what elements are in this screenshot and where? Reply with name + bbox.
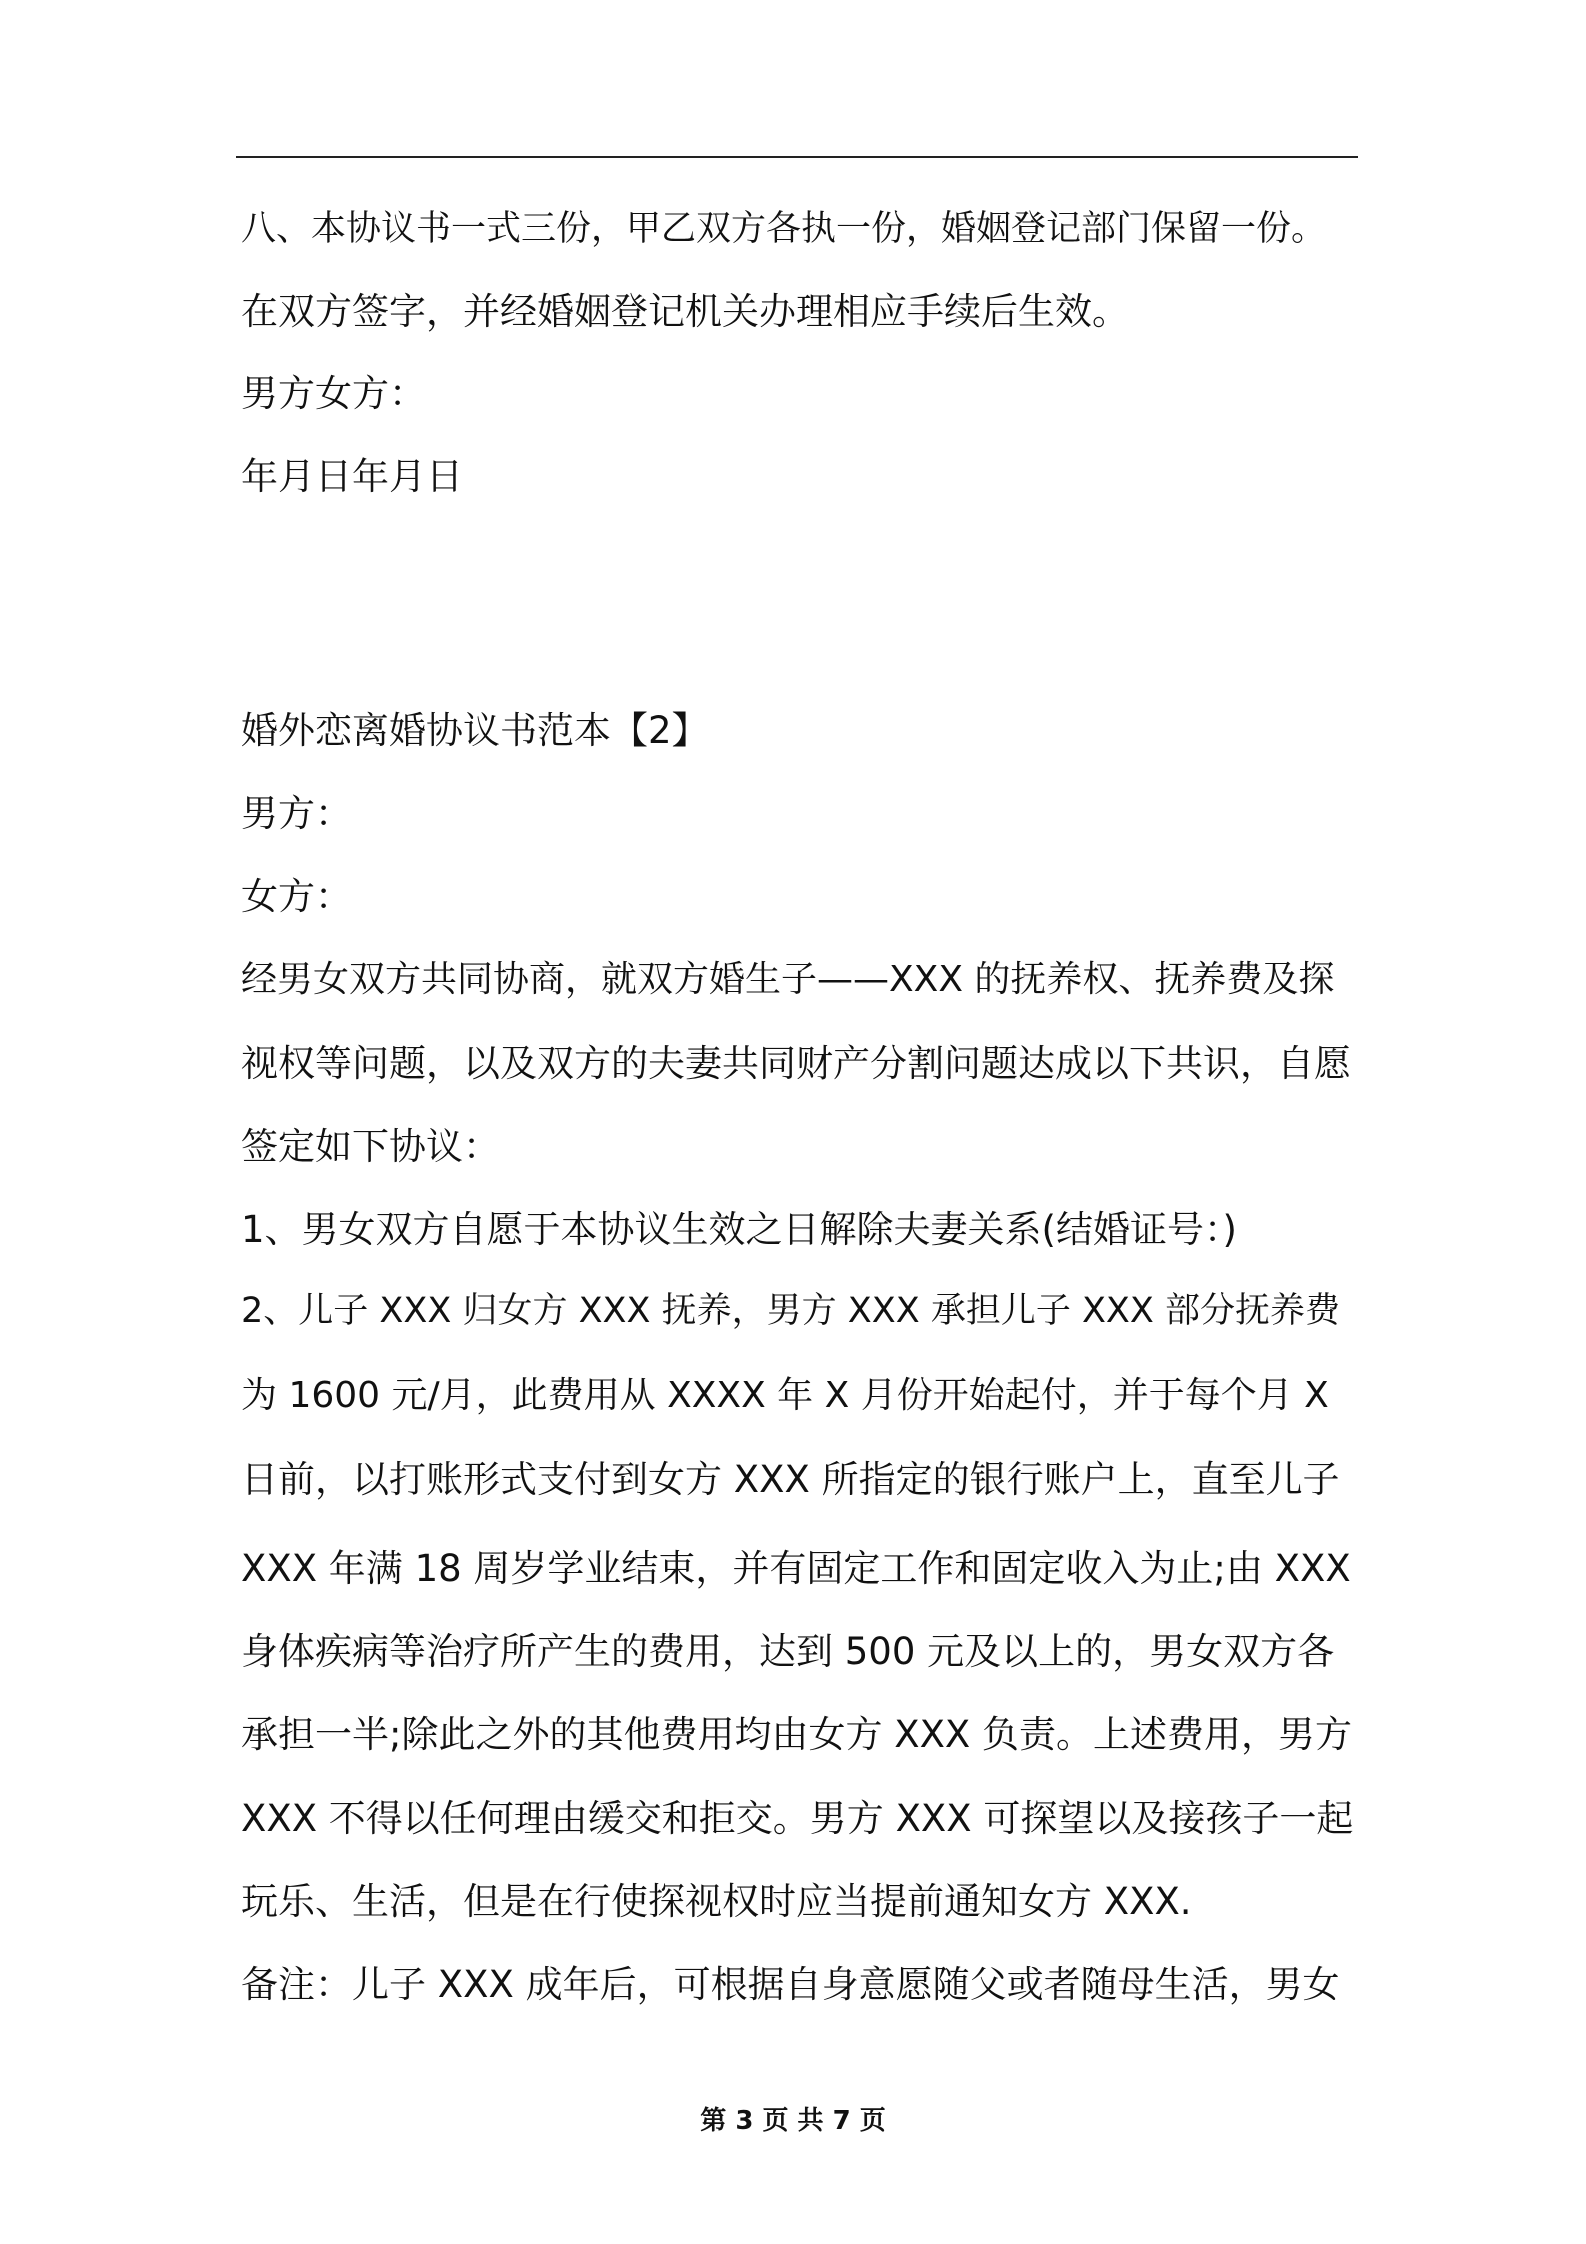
- clause-line: 1、男女双方自愿于本协议生效之日解除夫妻关系(结婚证号：): [241, 1208, 1237, 1251]
- clause-line: 2、儿子 XXX 归女方 XXX 抚养，男方 XXX 承担儿子 XXX 部分抚养费: [241, 1291, 1340, 1331]
- clause-line: 日前，以打账形式支付到女方 XXX 所指定的银行账户上，直至儿子: [241, 1458, 1340, 1501]
- signature-line: 男方女方：: [241, 372, 426, 415]
- clause-line: 玩乐、生活，但是在行使探视权时应当提前通知女方 XXX.: [241, 1880, 1192, 1923]
- section-title: 婚外恋离婚协议书范本【2】: [241, 709, 709, 752]
- paragraph-line: 视权等问题，以及双方的夫妻共同财产分割问题达成以下共识，自愿: [241, 1042, 1351, 1085]
- party-female-line: 女方：: [241, 875, 352, 918]
- header-rule: [236, 156, 1358, 158]
- paragraph-line: 八、本协议书一式三份，甲乙双方各执一份，婚姻登记部门保留一份。: [241, 209, 1327, 249]
- clause-line: XXX 年满 18 周岁学业结束，并有固定工作和固定收入为止;由 XXX: [241, 1547, 1351, 1590]
- clause-line: 身体疾病等治疗所产生的费用，达到 500 元及以上的，男女双方各: [241, 1630, 1335, 1673]
- page-number: 第 3 页 共 7 页: [700, 2106, 886, 2136]
- paragraph-line: 在双方签字，并经婚姻登记机关办理相应手续后生效。: [241, 290, 1129, 333]
- party-male-line: 男方：: [241, 792, 352, 835]
- clause-line: XXX 不得以任何理由缓交和拒交。男方 XXX 可探望以及接孩子一起: [241, 1797, 1354, 1840]
- paragraph-line: 签定如下协议：: [241, 1125, 500, 1168]
- note-line: 备注：儿子 XXX 成年后，可根据自身意愿随父或者随母生活，男女: [241, 1963, 1340, 2006]
- paragraph-line: 经男女双方共同协商，就双方婚生子——XXX 的抚养权、抚养费及探: [241, 959, 1335, 1000]
- clause-line: 为 1600 元/月，此费用从 XXXX 年 X 月份开始起付，并于每个月 X: [241, 1375, 1329, 1416]
- date-line: 年月日年月日: [241, 455, 463, 498]
- clause-line: 承担一半;除此之外的其他费用均由女方 XXX 负责。上述费用，男方: [241, 1713, 1353, 1756]
